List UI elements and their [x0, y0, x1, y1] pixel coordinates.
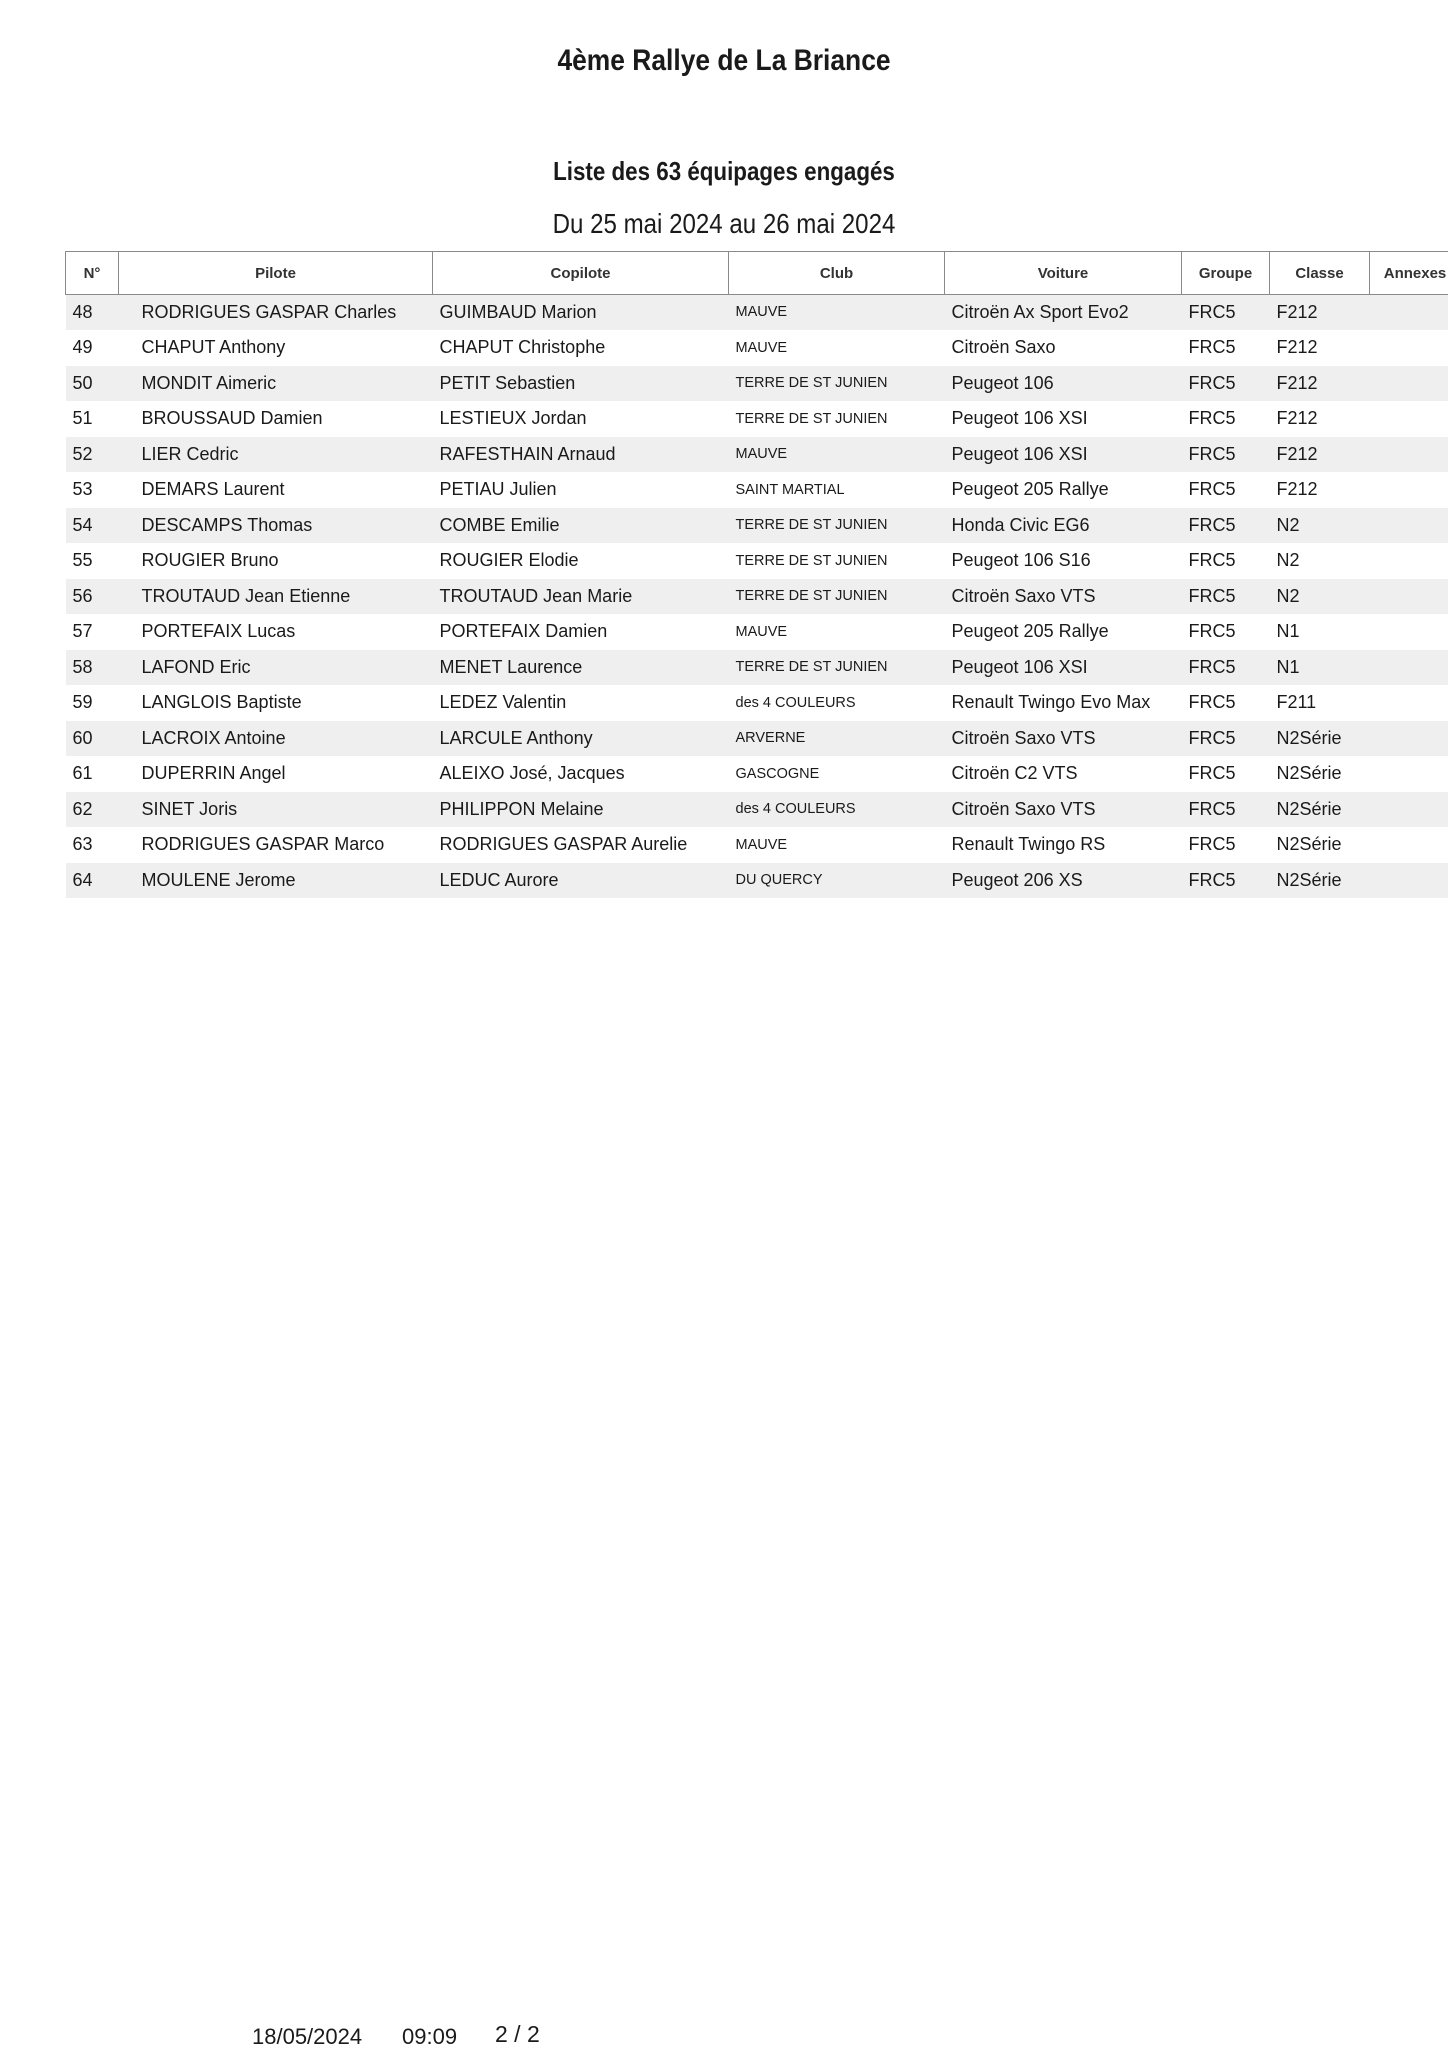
cell-annexes [1370, 508, 1448, 544]
entries-table [65, 251, 1448, 899]
table-row [66, 863, 1448, 899]
cell-pilote: DUPERRIN Angel [119, 756, 433, 792]
cell-copilote: LARCULE Anthony [433, 721, 729, 757]
cell-num: 54 [66, 508, 119, 544]
cell-annexes [1370, 650, 1448, 686]
cell-copilote: MENET Laurence [433, 650, 729, 686]
cell-copilote: PETIT Sebastien [433, 366, 729, 402]
cell-groupe: FRC5 [1182, 792, 1270, 828]
table-row [66, 685, 1448, 721]
cell-club: TERRE DE ST JUNIEN [729, 401, 945, 437]
cell-club: MAUVE [729, 614, 945, 650]
cell-voiture: Citroën Saxo VTS [945, 579, 1182, 615]
cell-club: des 4 COULEURS [729, 685, 945, 721]
cell-num: 56 [66, 579, 119, 615]
cell-classe: F212 [1270, 366, 1370, 402]
cell-annexes [1370, 721, 1448, 757]
table-row [66, 508, 1448, 544]
cell-annexes [1370, 401, 1448, 437]
cell-copilote: LESTIEUX Jordan [433, 401, 729, 437]
cell-num: 59 [66, 685, 119, 721]
cell-voiture: Peugeot 106 [945, 366, 1182, 402]
document-subtitle: Liste des 63 équipages engagés [101, 156, 1346, 187]
cell-num: 49 [66, 330, 119, 366]
cell-classe: N2 [1270, 543, 1370, 579]
document-title: 4ème Rallye de La Briance [87, 44, 1361, 78]
cell-classe: F211 [1270, 685, 1370, 721]
column-header-annexes: Annexes [1370, 252, 1448, 295]
table-row [66, 401, 1448, 437]
column-header-pilote: Pilote [119, 252, 433, 295]
column-header-copilote: Copilote [433, 252, 729, 295]
cell-groupe: FRC5 [1182, 508, 1270, 544]
cell-annexes [1370, 472, 1448, 508]
cell-pilote: RODRIGUES GASPAR Marco [119, 827, 433, 863]
cell-club: TERRE DE ST JUNIEN [729, 650, 945, 686]
cell-annexes [1370, 579, 1448, 615]
cell-voiture: Peugeot 106 XSI [945, 401, 1182, 437]
cell-num: 53 [66, 472, 119, 508]
cell-annexes [1370, 685, 1448, 721]
cell-copilote: RAFESTHAIN Arnaud [433, 437, 729, 473]
table-row [66, 650, 1448, 686]
column-header-classe: Classe [1270, 252, 1370, 295]
cell-annexes [1370, 863, 1448, 899]
cell-pilote: LACROIX Antoine [119, 721, 433, 757]
cell-copilote: CHAPUT Christophe [433, 330, 729, 366]
column-header-groupe: Groupe [1182, 252, 1270, 295]
cell-club: ARVERNE [729, 721, 945, 757]
cell-pilote: LANGLOIS Baptiste [119, 685, 433, 721]
table-header-row [66, 252, 1448, 295]
cell-voiture: Citroën Saxo VTS [945, 721, 1182, 757]
cell-pilote: TROUTAUD Jean Etienne [119, 579, 433, 615]
cell-voiture: Peugeot 205 Rallye [945, 614, 1182, 650]
cell-annexes [1370, 827, 1448, 863]
cell-groupe: FRC5 [1182, 756, 1270, 792]
footer-print-time: 09:09 [402, 2024, 457, 2050]
cell-classe: N2Série [1270, 721, 1370, 757]
cell-annexes [1370, 792, 1448, 828]
cell-classe: F212 [1270, 295, 1370, 331]
cell-annexes [1370, 330, 1448, 366]
cell-annexes [1370, 543, 1448, 579]
cell-voiture: Renault Twingo RS [945, 827, 1182, 863]
cell-club: GASCOGNE [729, 756, 945, 792]
cell-copilote: ALEIXO José, Jacques [433, 756, 729, 792]
cell-club: des 4 COULEURS [729, 792, 945, 828]
cell-groupe: FRC5 [1182, 650, 1270, 686]
cell-club: TERRE DE ST JUNIEN [729, 543, 945, 579]
cell-voiture: Citroën C2 VTS [945, 756, 1182, 792]
cell-num: 50 [66, 366, 119, 402]
table-row [66, 614, 1448, 650]
cell-club: MAUVE [729, 437, 945, 473]
cell-voiture: Peugeot 106 XSI [945, 437, 1182, 473]
cell-num: 52 [66, 437, 119, 473]
cell-pilote: BROUSSAUD Damien [119, 401, 433, 437]
cell-pilote: MOULENE Jerome [119, 863, 433, 899]
cell-groupe: FRC5 [1182, 437, 1270, 473]
cell-classe: N2 [1270, 508, 1370, 544]
cell-copilote: PETIAU Julien [433, 472, 729, 508]
cell-club: MAUVE [729, 330, 945, 366]
cell-club: TERRE DE ST JUNIEN [729, 579, 945, 615]
table-row [66, 295, 1448, 331]
cell-num: 62 [66, 792, 119, 828]
cell-club: TERRE DE ST JUNIEN [729, 508, 945, 544]
cell-pilote: SINET Joris [119, 792, 433, 828]
cell-num: 60 [66, 721, 119, 757]
table-row [66, 579, 1448, 615]
table-row [66, 543, 1448, 579]
cell-classe: N1 [1270, 650, 1370, 686]
cell-voiture: Peugeot 106 XSI [945, 650, 1182, 686]
cell-annexes [1370, 366, 1448, 402]
cell-copilote: PORTEFAIX Damien [433, 614, 729, 650]
cell-pilote: MONDIT Aimeric [119, 366, 433, 402]
cell-pilote: LAFOND Eric [119, 650, 433, 686]
cell-classe: F212 [1270, 437, 1370, 473]
cell-num: 48 [66, 295, 119, 331]
cell-voiture: Peugeot 106 S16 [945, 543, 1182, 579]
cell-copilote: LEDEZ Valentin [433, 685, 729, 721]
cell-copilote: ROUGIER Elodie [433, 543, 729, 579]
table-row [66, 721, 1448, 757]
cell-groupe: FRC5 [1182, 685, 1270, 721]
cell-num: 64 [66, 863, 119, 899]
cell-copilote: PHILIPPON Melaine [433, 792, 729, 828]
cell-classe: N2Série [1270, 827, 1370, 863]
footer-page-indicator: 2 / 2 [495, 2021, 540, 2048]
cell-num: 51 [66, 401, 119, 437]
cell-groupe: FRC5 [1182, 472, 1270, 508]
cell-club: DU QUERCY [729, 863, 945, 899]
event-date-range: Du 25 mai 2024 au 26 mai 2024 [101, 208, 1346, 240]
cell-copilote: LEDUC Aurore [433, 863, 729, 899]
cell-copilote: GUIMBAUD Marion [433, 295, 729, 331]
cell-classe: N1 [1270, 614, 1370, 650]
cell-classe: F212 [1270, 472, 1370, 508]
table-row [66, 472, 1448, 508]
footer-print-date: 18/05/2024 [252, 2024, 362, 2050]
cell-groupe: FRC5 [1182, 330, 1270, 366]
cell-club: TERRE DE ST JUNIEN [729, 366, 945, 402]
cell-voiture: Citroën Saxo VTS [945, 792, 1182, 828]
cell-club: MAUVE [729, 827, 945, 863]
cell-voiture: Peugeot 206 XS [945, 863, 1182, 899]
cell-annexes [1370, 756, 1448, 792]
table-row [66, 756, 1448, 792]
cell-classe: N2Série [1270, 756, 1370, 792]
cell-num: 61 [66, 756, 119, 792]
cell-num: 55 [66, 543, 119, 579]
column-header-club: Club [729, 252, 945, 295]
cell-annexes [1370, 614, 1448, 650]
column-header-num: N° [66, 252, 119, 295]
cell-copilote: RODRIGUES GASPAR Aurelie [433, 827, 729, 863]
cell-groupe: FRC5 [1182, 401, 1270, 437]
table-row [66, 792, 1448, 828]
cell-pilote: DESCAMPS Thomas [119, 508, 433, 544]
table-row [66, 827, 1448, 863]
cell-voiture: Renault Twingo Evo Max [945, 685, 1182, 721]
cell-copilote: COMBE Emilie [433, 508, 729, 544]
cell-pilote: DEMARS Laurent [119, 472, 433, 508]
cell-num: 58 [66, 650, 119, 686]
cell-groupe: FRC5 [1182, 614, 1270, 650]
cell-voiture: Peugeot 205 Rallye [945, 472, 1182, 508]
cell-classe: N2Série [1270, 792, 1370, 828]
cell-groupe: FRC5 [1182, 721, 1270, 757]
cell-voiture: Honda Civic EG6 [945, 508, 1182, 544]
cell-copilote: TROUTAUD Jean Marie [433, 579, 729, 615]
cell-classe: N2 [1270, 579, 1370, 615]
cell-annexes [1370, 437, 1448, 473]
cell-pilote: PORTEFAIX Lucas [119, 614, 433, 650]
cell-club: MAUVE [729, 295, 945, 331]
column-header-voiture: Voiture [945, 252, 1182, 295]
cell-classe: N2Série [1270, 863, 1370, 899]
cell-groupe: FRC5 [1182, 543, 1270, 579]
cell-num: 57 [66, 614, 119, 650]
cell-club: SAINT MARTIAL [729, 472, 945, 508]
table-row [66, 330, 1448, 366]
cell-classe: F212 [1270, 330, 1370, 366]
cell-groupe: FRC5 [1182, 366, 1270, 402]
cell-pilote: LIER Cedric [119, 437, 433, 473]
cell-pilote: RODRIGUES GASPAR Charles [119, 295, 433, 331]
cell-groupe: FRC5 [1182, 863, 1270, 899]
cell-groupe: FRC5 [1182, 295, 1270, 331]
cell-voiture: Citroën Ax Sport Evo2 [945, 295, 1182, 331]
cell-pilote: CHAPUT Anthony [119, 330, 433, 366]
table-row [66, 366, 1448, 402]
cell-classe: F212 [1270, 401, 1370, 437]
cell-groupe: FRC5 [1182, 827, 1270, 863]
table-row [66, 437, 1448, 473]
table-body [66, 295, 1448, 899]
cell-voiture: Citroën Saxo [945, 330, 1182, 366]
cell-pilote: ROUGIER Bruno [119, 543, 433, 579]
cell-annexes [1370, 295, 1448, 331]
cell-num: 63 [66, 827, 119, 863]
cell-groupe: FRC5 [1182, 579, 1270, 615]
